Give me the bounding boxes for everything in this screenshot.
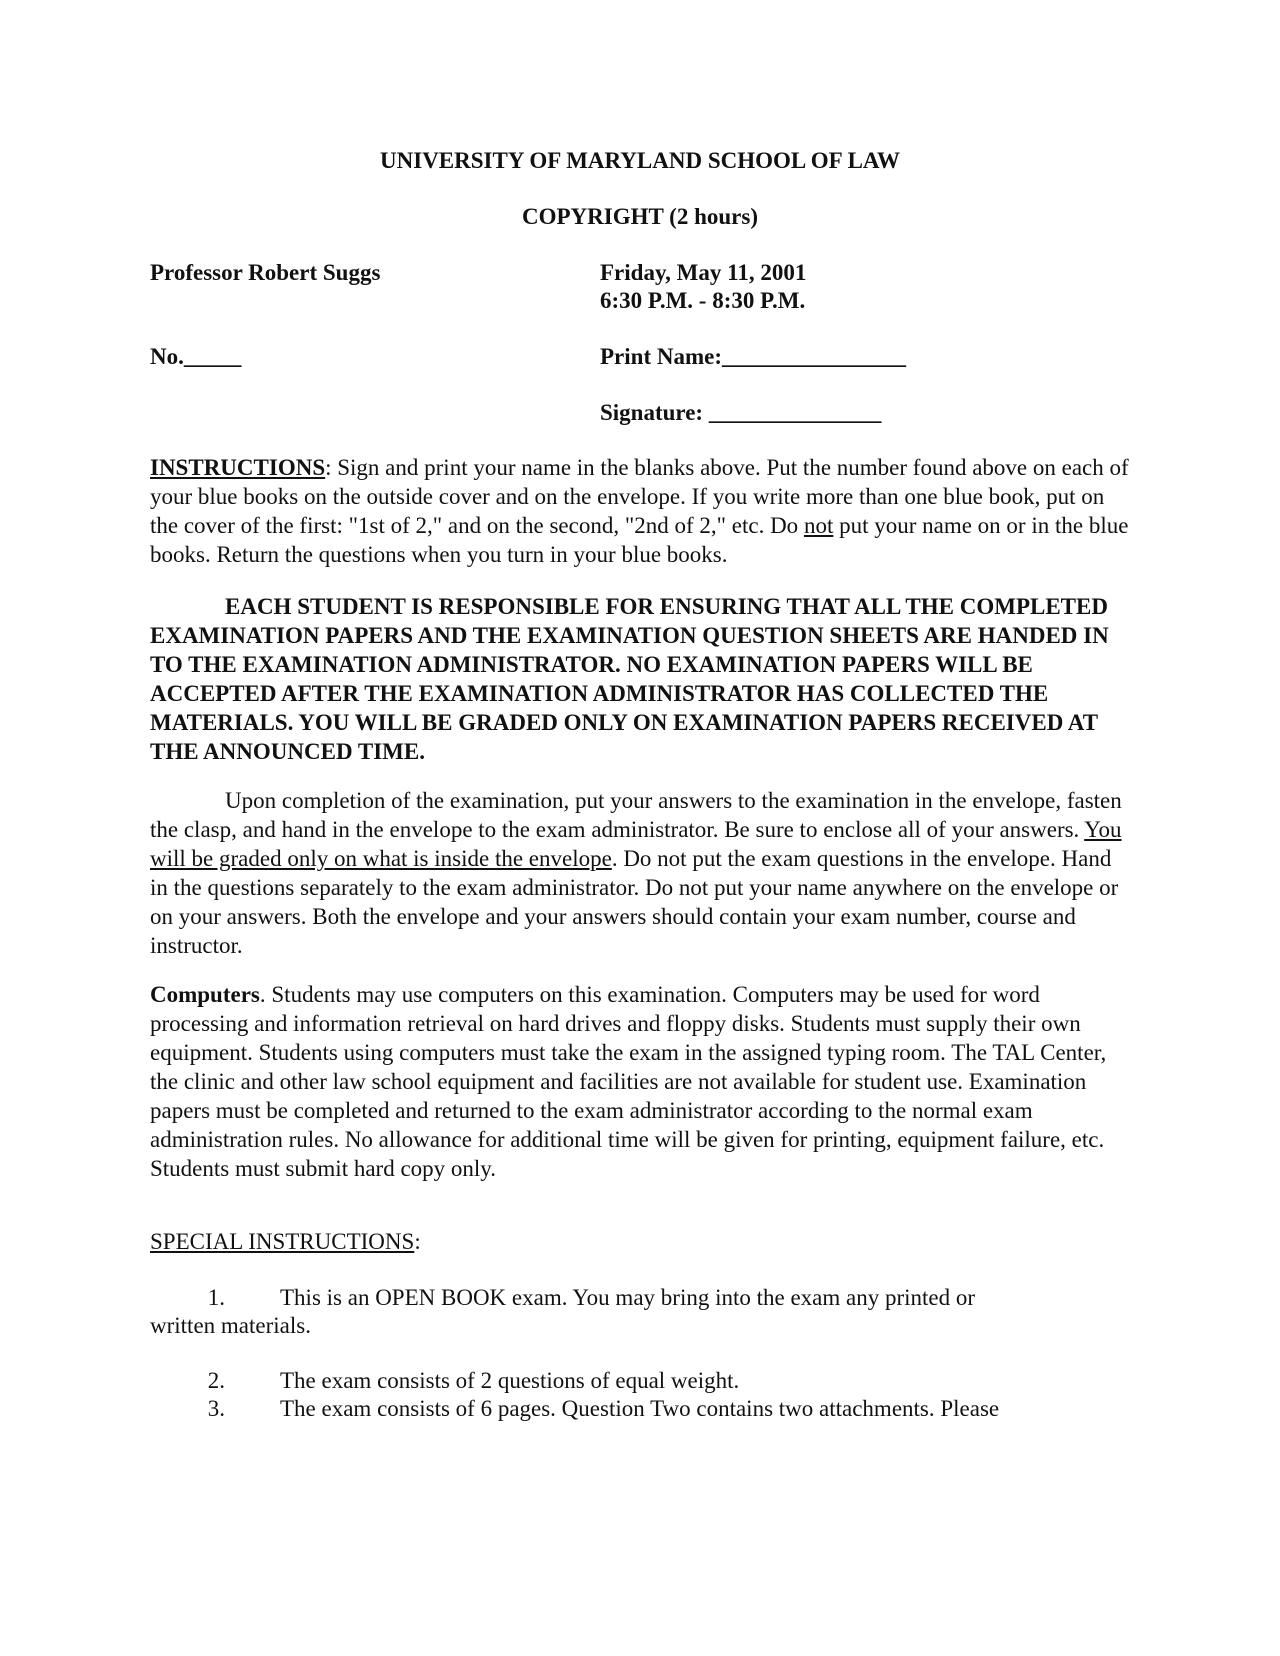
list-item-continuation: written materials. — [150, 1313, 311, 1338]
exam-number-field: No._____ — [150, 344, 242, 369]
special-instructions-title: SPECIAL INSTRUCTIONS — [150, 1229, 415, 1254]
list-item — [150, 1396, 1130, 1422]
list-item-number: 2. — [207, 1368, 225, 1393]
instructions-paragraph — [150, 453, 1130, 569]
computers-heading: Computers — [150, 982, 260, 1007]
instructions-text-1: : Sign and print your name in the blanks above. Put the number found above on each of your blue books on the outside cover and on the envelope. If you write more than one blue book, put on the cover of the first: "1st of 2," and on the second, "2nd of 2," etc. Do — [150, 455, 1129, 538]
list-item — [150, 1368, 1130, 1394]
instructions-text-2: put your name on or in the blue books. Return the questions when you turn in your blue books. — [150, 513, 1129, 567]
list-item — [150, 1285, 1130, 1311]
instructions-heading: INSTRUCTIONS — [150, 455, 326, 480]
computers-paragraph — [150, 980, 1130, 1183]
computers-text: . Students may use computers on this examination. Computers may be used for word processing and information retrieval on hard drives and floppy disks. Students must supply their own equipment. Students using computers must take the exam in the assigned typing room. The TAL Center, the clinic and other law school equipment and facilities are not available for student use. Examination papers must be completed and returned to the exam administrator according to the normal exam administration rules. No allowance for additional time will be given for printing, equipment failure, etc. Students must submit hard copy only. — [150, 982, 1107, 1181]
instructions-not: not — [803, 513, 834, 538]
professor-name: Professor Robert Suggs — [150, 260, 381, 285]
exam-time: 6:30 P.M. - 8:30 P.M. — [600, 288, 806, 313]
list-item-text: This is an OPEN BOOK exam. You may bring into the exam any printed or — [280, 1285, 976, 1310]
completion-text-1: Upon completion of the examination, put your answers to the examination in the envelope, fasten the clasp, and hand in the envelope to the exam administrator. Be sure to enclose all of your answers. — [150, 788, 1122, 842]
list-item-number: 1. — [207, 1285, 225, 1310]
completion-paragraph — [150, 786, 1130, 960]
responsibility-notice: EACH STUDENT IS RESPONSIBLE FOR ENSURING THAT ALL THE COMPLETED EXAMINATION PAPERS AND THE EXAMINATION QUESTION SHEETS ARE HANDED IN TO THE EXAMINATION ADMINISTRATOR. NO EXAMINATION PAPERS WILL BE ACCEPTED AFTER THE EXAMINATION ADMINISTRATOR HAS COLLECTED THE MATERIALS. YOU WILL BE GRADED ONLY ON EXAMINATION PAPERS RECEIVED AT THE ANNOUNCED TIME. — [150, 594, 1109, 764]
course-title: COPYRIGHT (2 hours) — [522, 204, 758, 229]
signature-field: Signature: _______________ — [600, 400, 882, 425]
print-name-field: Print Name:________________ — [600, 344, 906, 369]
special-instructions-colon: : — [414, 1229, 421, 1254]
completion-text-2: . Do not put the exam questions in the envelope. Hand in the questions separately to the exam administrator. Do not put your name anywhere on the envelope or on your answers. Both the envelope and your answers should contain your exam number, course and instructor. — [150, 846, 1119, 958]
list-item-text: The exam consists of 2 questions of equal weight. — [280, 1368, 740, 1393]
list-item-text: The exam consists of 6 pages. Question Two contains two attachments. Please — [280, 1396, 1000, 1421]
school-title: UNIVERSITY OF MARYLAND SCHOOL OF LAW — [380, 148, 900, 173]
list-item-number: 3. — [207, 1396, 225, 1421]
completion-underlined: You will be graded only on what is inside the envelope — [150, 817, 1122, 871]
exam-date: Friday, May 11, 2001 — [600, 260, 807, 285]
special-instructions-heading — [150, 1229, 421, 1255]
